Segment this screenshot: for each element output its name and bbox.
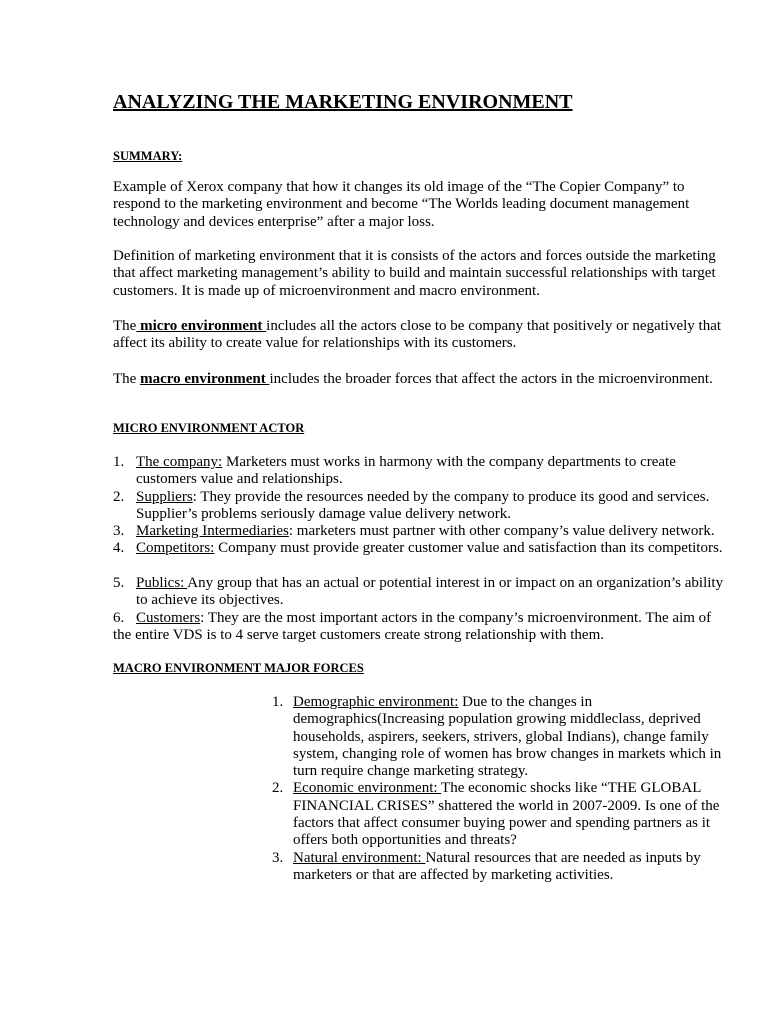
list-item-term: Competitors: [136,540,215,557]
list-item-text: Any group that has an actual or potential interest in or impact on an organization’s ability [187,575,724,591]
list-item-line [272,780,721,797]
list-item-line: households, aspirers, seekers, strivers, global Indians), change family [293,728,709,745]
list-item-line: customers value and relationships. [136,471,343,488]
paragraph-line: technology and devices enterprise” after a major loss. [113,213,435,230]
micro-environment-term: micro environment [136,318,267,334]
list-item-line: FINANCIAL CRISES” shattered the world in 2007-2009. Is one of the [293,797,720,814]
paragraph-line [113,318,721,335]
macro-environment-term: macro environment [140,371,270,387]
macro-forces-list [272,694,721,884]
list-item-text: Marketers must works in harmony with the company departments to create [222,454,676,470]
list-item-term: Marketing Intermediaries [136,523,289,540]
list-item-line [272,850,721,867]
list-item-text: Due to the changes in [458,694,593,710]
list-item-line: marketers or that are affected by marketing activities. [293,866,614,883]
paragraph-line: Example of Xerox company that how it changes its old image of the “The Copier Company” to [113,179,685,195]
list-item-text: Company must provide greater customer value and satisfaction than its competitors. [214,540,723,557]
list-item [113,489,723,524]
paragraph-lead: The [113,318,137,334]
list-item [113,454,723,489]
list-number: 3. [272,849,284,866]
list-item-line: to achieve its objectives. [136,592,284,609]
paragraph-line: customers. It is made up of microenvironment and macro environment. [113,282,540,299]
paragraph-lead: The [113,371,141,387]
paragraph-line: affect its ability to create value for relationships with its customers. [113,335,517,352]
summary-paragraph-definition [113,248,716,300]
list-item-text: : They provide the resources needed by the company to produce its good and services. [192,488,710,505]
micro-actor-list [113,454,723,558]
list-item-line [113,575,723,592]
list-item-line [113,540,723,557]
list-item [113,575,723,610]
list-item-line: Supplier’s problems seriously damage value delivery network. [136,505,512,522]
list-item-text: The economic shocks like “THE GLOBAL [441,780,702,797]
paragraph-line [113,371,713,388]
list-item-text: Natural resources that are needed as inputs by [425,849,701,866]
list-item [272,850,721,885]
list-item-term: Demographic environment: [293,694,459,710]
micro-environment-paragraph [113,318,721,353]
list-item-term: Suppliers [136,488,193,505]
list-item-line [113,523,723,540]
list-number: 4. [113,540,125,557]
paragraph-line: respond to the marketing environment and become “The Worlds leading document management [113,196,690,213]
summary-heading: SUMMARY: [113,149,183,163]
list-item [113,540,723,557]
paragraph-line: that affect marketing management’s ability to build and maintain successful relationships with target [113,265,716,282]
list-item-text: : They are the most important actors in the company’s microenvironment. The aim of [200,609,712,626]
paragraph-text: includes all the actors close to be company that positively or negatively that [266,318,722,334]
list-item-line [113,489,723,506]
paragraph-text: includes the broader forces that affect the actors in the microenvironment. [269,371,713,387]
list-item [113,610,723,645]
list-item [113,523,723,540]
list-number: 2. [113,488,125,505]
list-item-line: turn require change marketing strategy. [293,763,529,780]
list-number: 1. [272,694,284,710]
list-item-line: the entire VDS is to 4 serve target customers create strong relationship with them. [113,626,604,643]
list-item-line: offers both opportunities and threats? [293,832,517,849]
list-item-line: demographics(Increasing population growing middleclass, deprived [293,711,701,728]
list-item-term: Publics: [136,575,188,591]
list-item [272,780,721,849]
list-item-line: system, changing role of women has brow changes in markets which in [293,745,722,762]
list-number: 3. [113,523,125,540]
list-item-term: Economic environment: [293,780,442,797]
micro-actor-list-continued [113,575,723,644]
list-item [272,694,721,780]
list-item-term: The company: [136,454,223,470]
list-item-line [113,610,723,627]
list-number: 6. [113,609,125,626]
list-number: 5. [113,575,125,591]
macro-environment-paragraph [113,371,713,388]
macro-environment-forces-heading: MACRO ENVIRONMENT MAJOR FORCES [113,661,364,675]
list-item-term: Customers [136,609,201,626]
micro-environment-actor-heading: MICRO ENVIRONMENT ACTOR [113,421,305,435]
list-item-line: factors that affect consumer buying power and spending partners as it [293,815,711,832]
page-title: ANALYZING THE MARKETING ENVIRONMENT [113,91,573,113]
list-item-term: Natural environment: [293,849,426,866]
list-item-line [113,454,723,471]
list-item-text: : marketers must partner with other company’s value delivery network. [288,523,715,540]
summary-paragraph-xerox [113,179,689,231]
list-number: 1. [113,454,125,470]
list-number: 2. [272,780,284,797]
paragraph-line: Definition of marketing environment that it is consists of the actors and forces outside the marketing [113,248,716,264]
list-item-line [272,694,721,711]
